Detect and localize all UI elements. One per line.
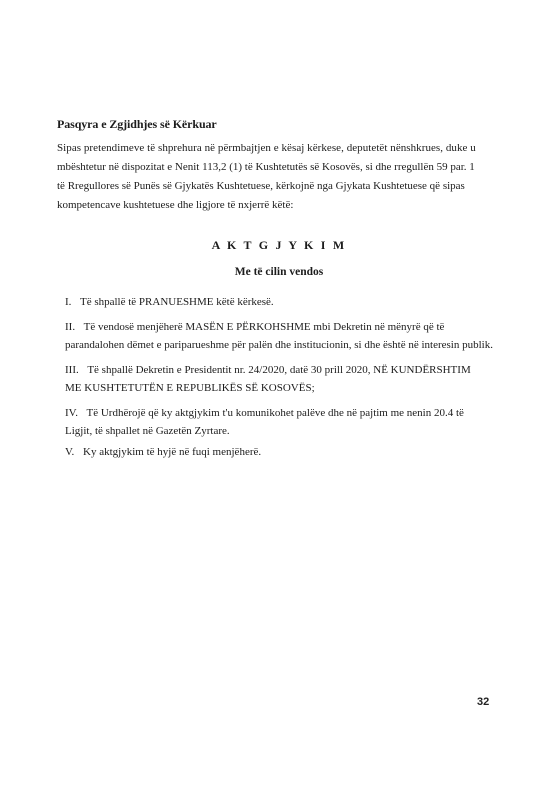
verdict-item-5: [65, 443, 520, 461]
verdict-title: A K T G J Y K I M: [211, 238, 347, 252]
item-number: II.: [65, 321, 76, 333]
item-line: [65, 443, 520, 461]
item-number: III.: [65, 364, 79, 376]
intro-line: të Rregullores së Punës së Gjykatës Kushtetuese, kërkojnë nga Gjykata Kushtetuese që sipas: [57, 180, 465, 192]
item-line: [65, 318, 520, 336]
item-text: Të vendosë menjëherë MASËN E PËRKOHSHME mbi Dekretin në mënyrë që të: [83, 321, 445, 333]
item-line: [65, 404, 520, 422]
item-text: Të shpallë Dekretin e Presidentit nr. 24/2020, datë 30 prill 2020, NË KUNDËRSHTIM: [87, 364, 471, 376]
item-line: [65, 293, 520, 311]
item-number: I.: [65, 296, 72, 308]
intro-line: mbështetur në dispozitat e Nenit 113,2 (1) të Kushtetutës së Kosovës, si dhe rregullën 59 par. 1: [57, 161, 475, 173]
item-number: V.: [65, 446, 75, 458]
item-text: ME KUSHTETUTËN E REPUBLIKËS SË KOSOVËS;: [65, 382, 315, 394]
item-text: Të Urdhërojë që ky aktgjykim t'u komunikohet palëve dhe në pajtim me nenin 20.4 të: [86, 407, 464, 419]
verdict-item-3: [65, 361, 520, 397]
verdict-item-2: [65, 318, 520, 354]
item-text: Ligjit, të shpallet në Gazetën Zyrtare.: [65, 425, 230, 437]
verdict-item-4: [65, 404, 520, 440]
item-text: parandalohen dëmet e pariparueshme për palën dhe institucionin, si dhe është në interesin publik.: [65, 339, 493, 351]
intro-paragraph: [57, 139, 517, 215]
verdict-subtitle: Me të cilin vendos: [234, 266, 324, 278]
page-number: 32: [477, 696, 490, 708]
item-text: Të shpallë të PRANUESHME këtë kërkesë.: [79, 296, 274, 308]
intro-line: kompetencave kushtetuese dhe ligjore të nxjerrë këtë:: [57, 199, 294, 211]
item-number: IV.: [65, 407, 78, 419]
section-heading: Pasqyra e Zgjidhjes së Kërkuar: [57, 117, 217, 131]
item-line: [65, 361, 520, 379]
intro-line: Sipas pretendimeve të shprehura në përmbajtjen e kësaj kërkese, deputetët nënshkrues, duke u: [57, 142, 476, 154]
item-text: Ky aktgjykim të hyjë në fuqi menjëherë.: [83, 446, 262, 458]
verdict-item-1: [65, 293, 520, 311]
